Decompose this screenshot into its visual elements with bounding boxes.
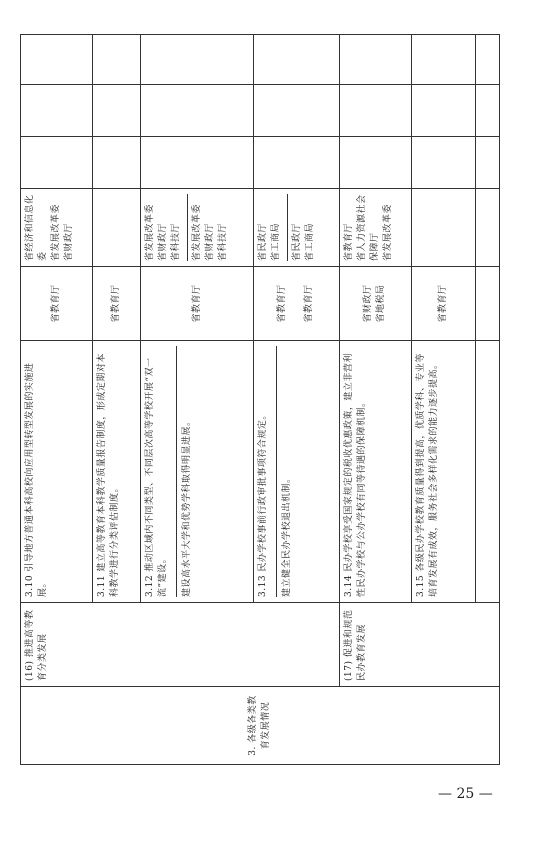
lead-3-13-a: 省教育厅 [277,284,288,323]
group-title-17: (17) 促进和规范民办教育发展 [339,603,500,687]
lead-3-15: 省教育厅 [412,267,475,341]
item-3-13 [254,341,339,603]
item-3-11: 3.11 建立高等教育本科教学质量报告制度，形成定期对本科教学进行分类评估制度。 [92,341,141,603]
lead-3-13-b: 省教育厅 [304,284,315,323]
assist-3-14: 省教育厅 省人力资源社会保障厅 省发展改革委 [339,189,412,267]
item-3-15: 3.15 各级民办学校教育质量得到提高，优质学科、专业等培育发展有成效，服务社会多样化需求的能力逐步提高。 [412,341,475,603]
item-3-12-a: 3.12 推动区域内不同类型、不同层次高等学校开展“双一流”建设。 [145,357,169,597]
blank-cell [21,35,93,85]
blank-cell [92,137,141,189]
lead-3-13 [254,267,339,341]
assist-3-10: 省经济和信息化委 省发展改革委 省财政厅 [21,189,93,267]
lead-3-11: 省教育厅 [92,267,141,341]
blank-cell [92,35,141,85]
assist-3-13-b: 省民政厅 省工商局 [287,194,317,261]
blank-cell [339,35,412,85]
blank-cell [21,85,93,137]
assist-3-15 [412,189,475,267]
blank-cell [475,189,499,267]
blank-cell [475,137,499,189]
rotated-table-area [20,35,500,765]
page-number: — 25 — [438,786,493,802]
assist-3-12-b: 省发展改革委 省财政厅 省科技厅 [187,194,230,261]
blank-cell [141,137,254,189]
item-3-12 [141,341,254,603]
blank-cell [254,85,339,137]
blank-cell [475,341,499,603]
item-3-13-a: 3.13 民办学校事前行政审批事项符合规定。 [258,410,269,597]
lead-3-12: 省教育厅 [141,267,254,341]
blank-cell [412,85,475,137]
blank-cell [254,137,339,189]
item-3-10: 3.10 引导地方普通本科高校向应用型转型发展的实施进展。 [21,341,93,603]
assist-3-13-a: 省民政厅 省工商局 [258,222,282,261]
blank-cell [412,137,475,189]
blank-cell [339,85,412,137]
category-cell: 3. 各级各类教育发展情况 [21,687,500,765]
blank-cell [339,137,412,189]
blank-cell [475,267,499,341]
item-3-13-b: 建立健全民办学校退出机制。 [276,346,294,597]
assist-3-13 [254,189,339,267]
lead-3-14: 省财政厅 省地税局 [339,267,412,341]
blank-cell [254,35,339,85]
blank-cell [141,35,254,85]
blank-cell [21,137,93,189]
blank-cell [475,85,499,137]
assist-3-12-a: 省发展改革委 省财政厅 省科技厅 [145,203,182,261]
group-title-16: (16) 推进高等教育分类发展 [21,603,340,687]
item-3-12-b: 建设高水平大学和优势学科取得明显进展。 [176,346,194,597]
blank-cell [141,85,254,137]
blank-cell [475,35,499,85]
assist-3-11 [92,189,141,267]
item-3-14: 3.14 民办学校享受国家规定的税收优惠政策，建立非营利性民办学校与公办学校有同等待遇的保障机制。 [339,341,412,603]
assist-3-12 [141,189,254,267]
blank-cell [412,35,475,85]
supervision-table [20,34,500,765]
rotated-table-inner [20,35,500,765]
lead-3-10: 省教育厅 [21,267,93,341]
blank-cell [92,85,141,137]
